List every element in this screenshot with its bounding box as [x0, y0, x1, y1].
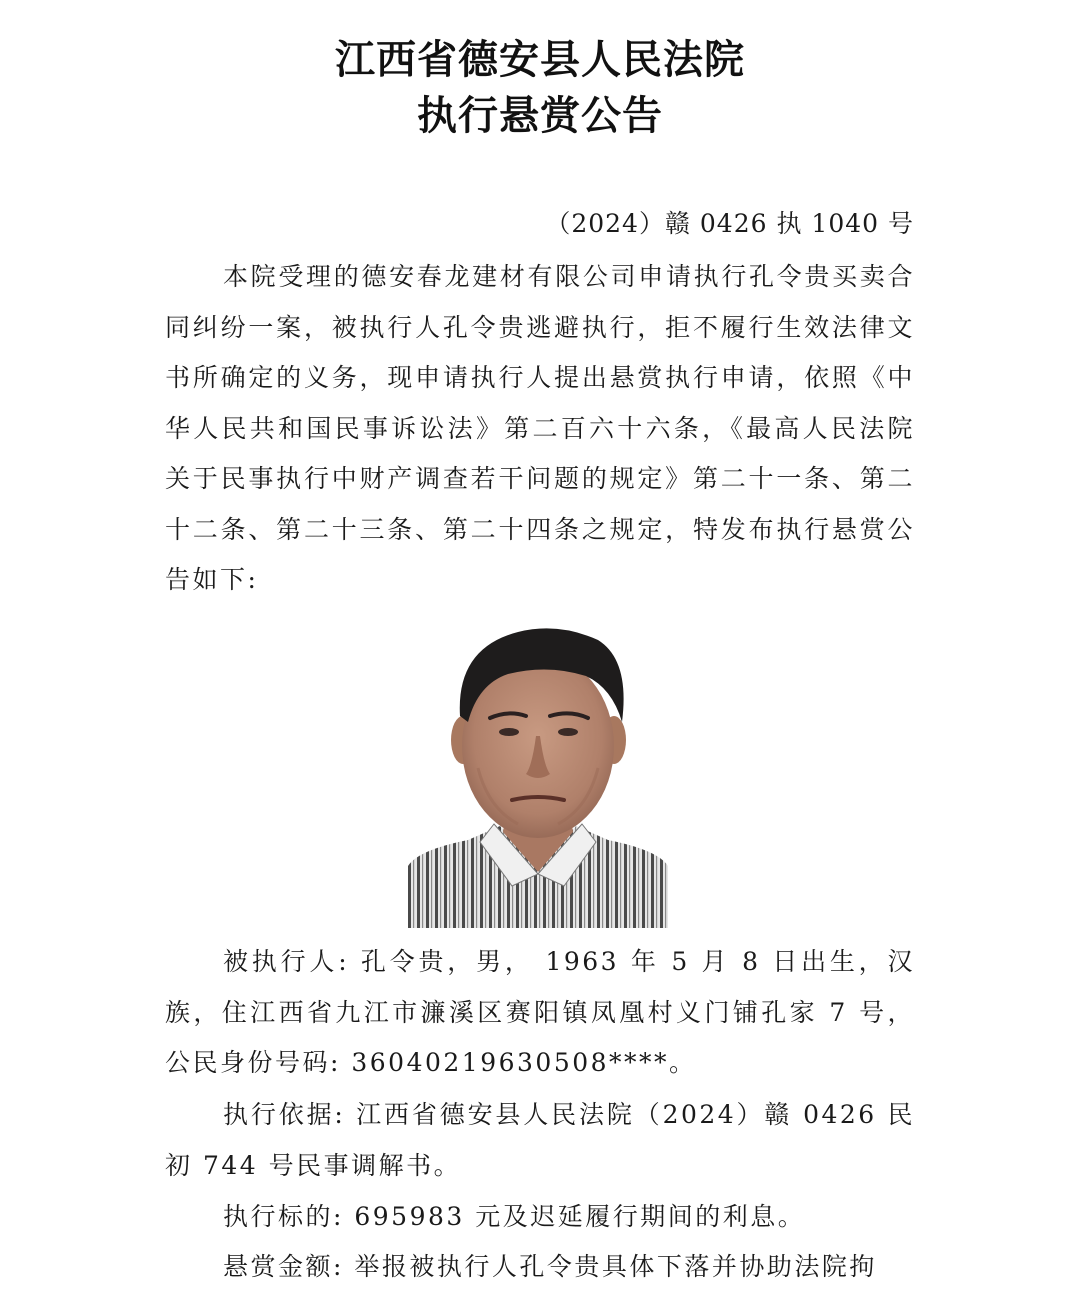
notice-title-heading: 执行悬赏公告 [417, 93, 663, 139]
respondent-photo [408, 618, 668, 928]
case-number: （2024）赣 0426 执 1040 号 [545, 209, 914, 238]
intro-paragraph: 本院受理的德安春龙建材有限公司申请执行孔令贵买卖合同纠纷一案，被执行人孔令贵逃避执行，拒不履行生效法律文书所确定的义务，现申请执行人提出悬赏执行申请，依照《中华人民共和国民事诉讼法》第二百六十六条，《最高人民法院关于民事执行中财产调查若干问题的规定》第二十一条、第二十二条、第二十三条、第二十四条之规定，特发布执行悬赏公告如下: [165, 262, 915, 594]
execution-subject-paragraph: 执行标的: 695983 元及迟延履行期间的利息。 [223, 1202, 806, 1231]
execution-basis-paragraph: 执行依据: 江西省德安县人民法院（2024）赣 0426 民初 744 号民事调解书。 [165, 1100, 915, 1180]
portrait-image [408, 618, 668, 928]
court-name-heading: 江西省德安县人民法院 [335, 37, 745, 83]
respondent-paragraph: 被执行人: 孔令贵，男， 1963 年 5 月 8 日出生，汉族，住江西省九江市濂溪区赛阳镇凤凰村义门铺孔家 7 号，公民身份号码: 36040219630508****。 [165, 947, 915, 1077]
reward-amount-paragraph: 悬赏金额: 举报被执行人孔令贵具体下落并协助法院拘 [223, 1252, 877, 1281]
